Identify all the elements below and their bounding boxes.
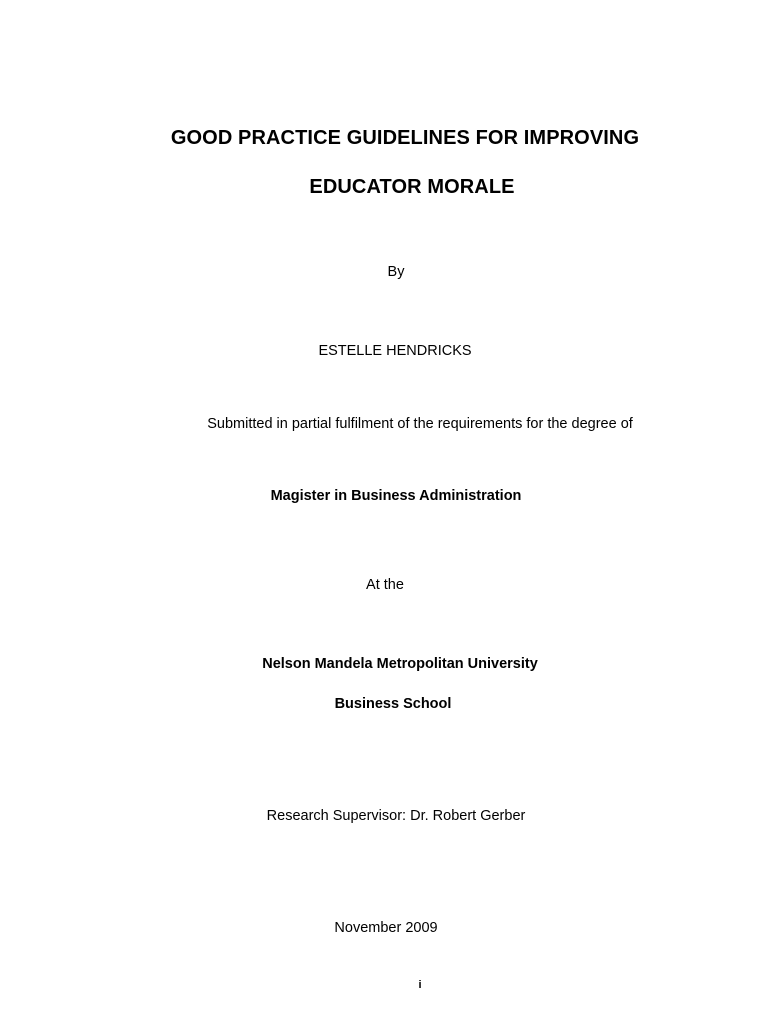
by-label: By — [387, 264, 405, 280]
page-number: i — [418, 979, 422, 991]
author-name: ESTELLE HENDRICKS — [318, 343, 472, 359]
submission-statement: Submitted in partial fulfilment of the requirements for the degree of — [207, 416, 633, 432]
submission-date: November 2009 — [334, 920, 438, 936]
university-name: Nelson Mandela Metropolitan University — [262, 656, 538, 672]
title-line-1: GOOD PRACTICE GUIDELINES FOR IMPROVING — [170, 127, 640, 149]
title-line-2: EDUCATOR MORALE — [309, 176, 515, 198]
research-supervisor: Research Supervisor: Dr. Robert Gerber — [266, 808, 526, 824]
school-name: Business School — [334, 696, 452, 712]
degree-name: Magister in Business Administration — [270, 488, 522, 504]
at-label: At the — [366, 577, 404, 593]
